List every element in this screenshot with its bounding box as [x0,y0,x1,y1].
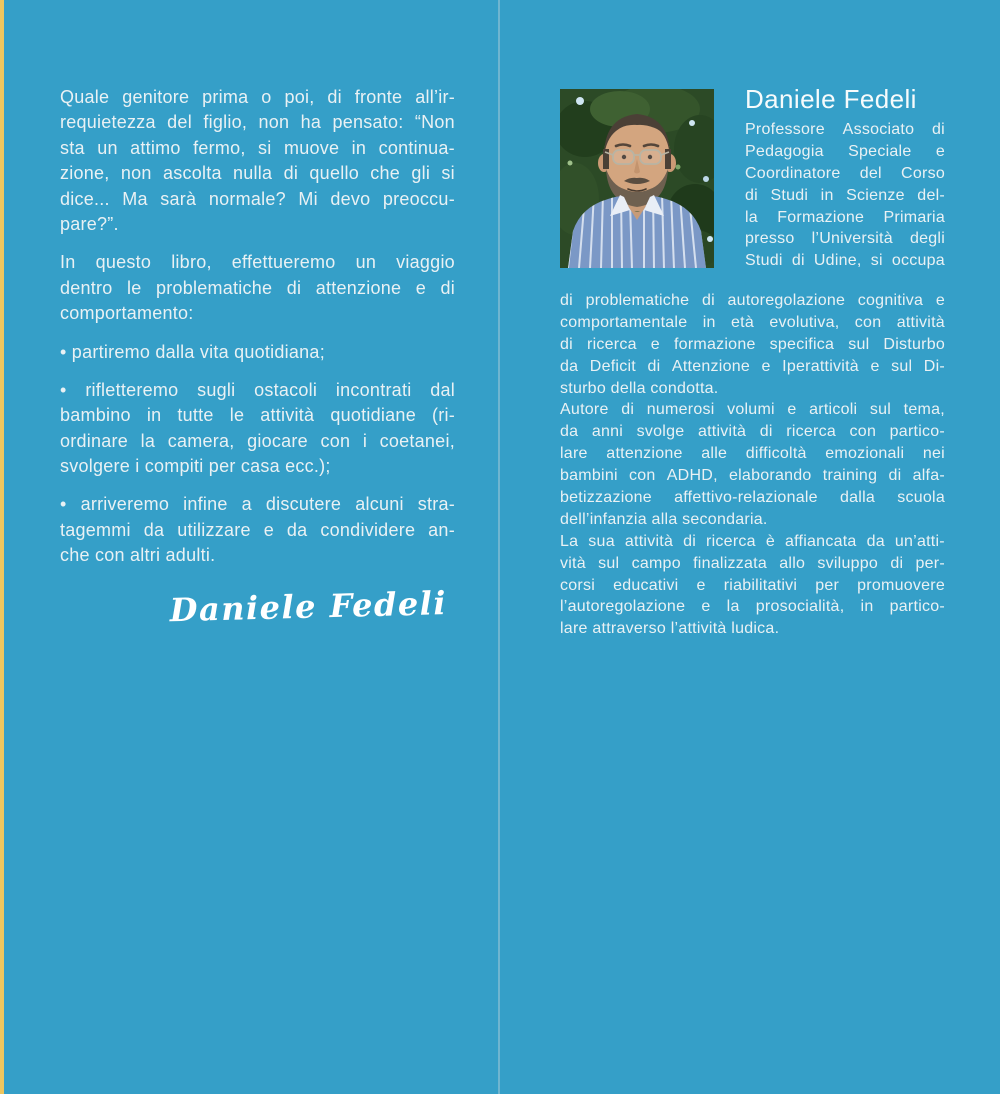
text-line: da Deficit di Attenzione e Iperattività e sul Di- [560,357,945,375]
text-line: ordinare la camera, giocare con i coetanei, [60,430,455,451]
text-line: pare?”. [60,213,119,234]
text-line: Studi di Udine, si occupa [745,252,945,270]
text-line: vità sul campo finalizzata allo sviluppo di per- [560,554,945,572]
text-line: lare attraverso l’attività ludica. [560,620,780,638]
text-line: • rifletteremo sugli ostacoli incontrati dal [60,379,455,400]
text-line: betizzazione affettivo-relazionale dalla scuola [560,489,945,507]
text-line: zione, non ascolta nulla di quello che gli si [60,163,455,184]
author-photo [560,89,714,268]
text-line: presso l’Università degli [745,230,945,248]
text-line: In questo libro, effettueremo un viaggio [60,252,455,273]
text-line: • partiremo dalla vita quotidiana; [60,341,325,362]
text-line: bambino in tutte le attività quotidiane (ri- [60,405,455,426]
text-line: tagemmi da utilizzare e da condividere an- [60,519,455,540]
bullet-item-2 [60,378,455,480]
text-line: corsi educativi e riabilitativi per promuovere [560,576,945,594]
left-flap-text [60,85,455,627]
text-line: di Studi in Scienze del- [745,186,945,204]
text-line: bambini con ADHD, elaborando training di alfa- [560,467,945,485]
text-line: • arriveremo infine a discutere alcuni stra- [60,494,455,515]
text-line: La sua attività di ricerca è affiancata da un’atti- [560,532,945,550]
text-line: Autore di numerosi volumi e articoli sul tema, [560,401,945,419]
text-line: Pedagogia Speciale e [745,142,945,160]
text-line: dentro le problematiche di attenzione e di [60,277,455,298]
text-line: svolgere i compiti per casa ecc.); [60,456,331,477]
text-line: comportamento: [60,303,194,324]
author-bio-main [560,290,945,640]
paragraph-intro [60,85,455,237]
bullet-item-3 [60,492,455,568]
text-line: di problematiche di autoregolazione cognitiva e [560,292,945,309]
bullet-item-1 [60,340,455,365]
text-line: che con altri adulti. [60,545,216,566]
paragraph-book-journey [60,250,455,326]
right-flap [500,0,1000,1094]
text-line: di ricerca e formazione specifica sul Disturbo [560,335,945,353]
text-line: comportamentale in età evolutiva, con attività [560,313,945,331]
author-bio-beside-photo [745,119,945,272]
text-line: Professore Associato di [745,121,945,138]
text-line: dell’infanzia alla secondaria. [560,510,768,528]
text-line: requietezza del figlio, non ha pensato: “Non [60,112,455,133]
text-line: lare attenzione alle difficoltà emozionali nei [560,445,945,463]
text-line: sturbo della condotta. [560,379,719,397]
text-line: Quale genitore prima o poi, di fronte all’ir- [60,87,455,107]
text-line: sta un attimo fermo, si muove in continua- [60,137,455,158]
text-line: la Formazione Primaria [745,208,945,226]
author-signature: Daniele Fedeli [169,583,448,629]
text-line: da anni svolge attività di ricerca con partico- [560,423,945,441]
text-line: dice... Ma sarà normale? Mi devo preoccu- [60,188,455,209]
text-line: l’autoregolazione e la prosocialità, in partico- [560,598,945,616]
text-line: Coordinatore del Corso [745,164,945,182]
author-name-heading: Daniele Fedeli [745,84,917,114]
